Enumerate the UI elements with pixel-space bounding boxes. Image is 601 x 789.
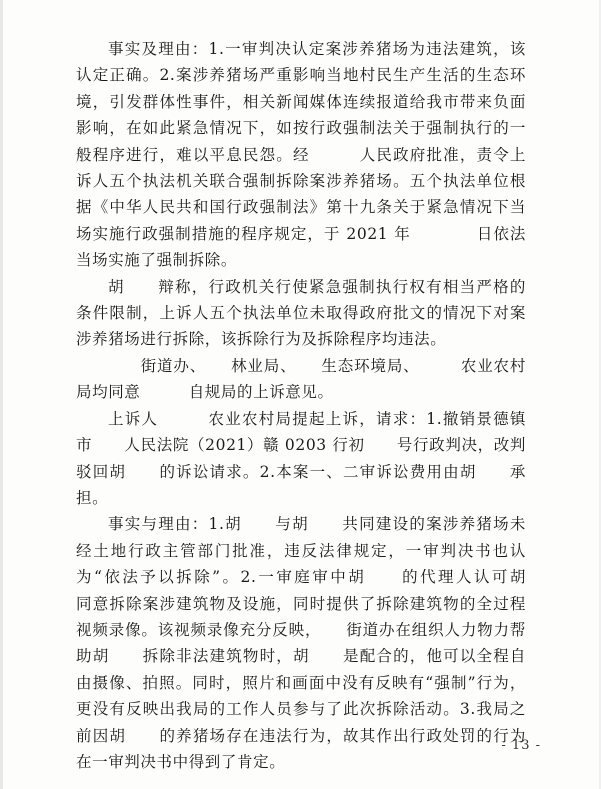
page-edge-shadow bbox=[0, 0, 3, 789]
paragraph-appeal-reasons: 事实与理由：1.胡 与胡 共同建设的案涉养猪场未经土地行政主管部门批准，违反法律规定，一审判决书也认为“依法予以拆除”。2.一审庭审中胡 的代理人认可胡 同意拆除案涉建筑物及设施，同时提供了拆除建筑物的全过程视频录像。该视频录像充分反映， 街道办在组织人力物力帮助胡 拆除非法建筑物时，胡 是配合的，他可以全程自由摄像、拍照。同时，照片和画面中没有反映有“强制”行为，更没有反映出我局的工作人员参与了此次拆除活动。3.我局之前因胡 的养猪场存在违法行为，故其作出行政处罚的行为在一审判决书中得到了肯定。 bbox=[76, 515, 559, 771]
document-body bbox=[76, 36, 559, 775]
page-number: - 13 - bbox=[501, 738, 541, 753]
paragraph-defense: 胡 辩称，行政机关行使紧急强制执行权有相当严格的条件限制，上诉人五个执法单位未取得政府批文的情况下对案涉养猪场进行拆除，该拆除行为及拆除程序均违法。 bbox=[76, 277, 526, 349]
paragraph-appeal-request: 上诉人 农业农村局提起上诉，请求：1.撤销景德镇市 人民法院（2021）赣 0203 行初 号行政判决，改判驳回胡 的诉讼请求。2.本案一、二审诉讼费用由胡 承担。 bbox=[76, 409, 526, 507]
paragraph-facts-and-reasons: 事实及理由：1.一审判决认定案涉养猪场为违法建筑，该认定正确。2.案涉养猪场严重影响当地村民生产生活的生态环境，引发群体性事件，相关新闻媒体连续报道给我市带来负面影响，在如此紧急情况下，如按行政强制法关于强制执行的一般程序进行，难以平息民怨。经 人民政府批准，责令上诉人五个执法机关联合强制拆除案涉养猪场。五个执法单位根据《中华人民共和国行政强制法》第十九条关于紧急情况下当场实施行政强制措施的程序规定，于 2021 年 日依法当场实施了强制拆除。 bbox=[76, 40, 526, 270]
paragraph-agreement: 街道办、 林业局、 生态环境局、 农业农村局均同意 自规局的上诉意见。 bbox=[76, 356, 526, 402]
